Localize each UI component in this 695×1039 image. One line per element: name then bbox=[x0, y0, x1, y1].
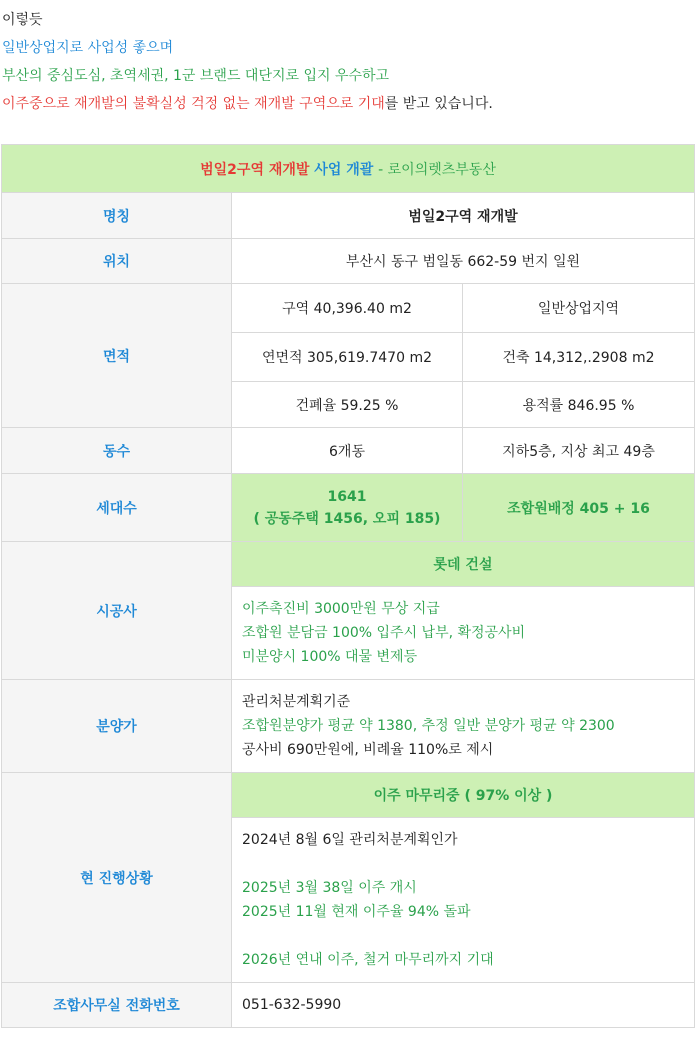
table-row bbox=[2, 680, 695, 773]
contractor-term-1: 이주촉진비 3000만원 무상 지급 bbox=[242, 601, 440, 617]
table-title bbox=[2, 145, 695, 193]
table-row bbox=[2, 542, 695, 587]
contractor-term-2: 조합원 분담금 100% 입주시 납부, 확정공사비 bbox=[242, 625, 526, 641]
contractor-term-3: 미분양시 100% 대물 변제등 bbox=[242, 649, 418, 665]
table-row bbox=[2, 983, 695, 1028]
price-label: 분양가 bbox=[2, 680, 232, 773]
status-spacer-1 bbox=[242, 852, 693, 876]
table-header-row bbox=[2, 145, 695, 193]
phone-label: 조합사무실 전화번호 bbox=[2, 983, 232, 1028]
status-header-value: 이주 마무리중 ( 97% 이상 ) bbox=[232, 773, 695, 818]
price-line-3: 공사비 690만원에, 비례율 110%로 제시 bbox=[242, 742, 494, 758]
zone-type-value: 일반상업지역 bbox=[463, 284, 695, 333]
status-label: 현 진행상황 bbox=[2, 773, 232, 983]
status-line-2: 2025년 3월 38일 이주 개시 bbox=[242, 880, 417, 896]
price-details-cell bbox=[232, 680, 695, 773]
households-label: 세대수 bbox=[2, 474, 232, 542]
coverage-value: 건폐율 59.25 % bbox=[232, 382, 463, 428]
table-row bbox=[2, 428, 695, 474]
status-line-1: 2024년 8월 6일 관리처분계획인가 bbox=[242, 832, 458, 848]
households-total-cell bbox=[232, 474, 463, 542]
status-spacer-2 bbox=[242, 924, 693, 948]
building-area-value: 건축 14,312,.2908 m2 bbox=[463, 333, 695, 382]
intro-line-3: 부산의 중심도심, 초역세권, 1군 브랜드 대단지로 입지 우수하고 bbox=[2, 68, 390, 84]
location-value: 부산시 동구 범일동 662-59 번지 일원 bbox=[232, 239, 695, 284]
intro-text bbox=[0, 0, 695, 118]
contractor-label: 시공사 bbox=[2, 542, 232, 680]
contractor-name-value: 롯데 건설 bbox=[232, 542, 695, 587]
price-line-1: 관리처분계획기준 bbox=[242, 694, 351, 710]
contractor-terms-cell bbox=[232, 587, 695, 680]
table-title-project: 범일2구역 재개발 bbox=[200, 161, 310, 178]
intro-line-4 bbox=[2, 90, 693, 118]
status-line-3: 2025년 11월 현재 이주율 94% 돌파 bbox=[242, 904, 471, 920]
phone-value: 051-632-5990 bbox=[232, 983, 695, 1028]
intro-line-1: 이렇듯 bbox=[2, 12, 43, 28]
table-row bbox=[2, 239, 695, 284]
households-breakdown-value: ( 공동주택 1456, 오피 185) bbox=[253, 510, 441, 527]
intro-line-2: 일반상업지로 사업성 좋으며 bbox=[2, 40, 174, 56]
status-line-4: 2026년 연내 이주, 철거 마무리까지 기대 bbox=[242, 952, 494, 968]
zone-area-value: 구역 40,396.40 m2 bbox=[232, 284, 463, 333]
name-label: 명칭 bbox=[2, 193, 232, 239]
far-value: 용적률 846.95 % bbox=[463, 382, 695, 428]
buildings-label: 동수 bbox=[2, 428, 232, 474]
table-row bbox=[2, 284, 695, 333]
name-value: 범일2구역 재개발 bbox=[232, 193, 695, 239]
table-row bbox=[2, 193, 695, 239]
table-title-overview: 사업 개괄 bbox=[314, 161, 374, 178]
table-row bbox=[2, 773, 695, 818]
project-overview-table bbox=[1, 144, 695, 1028]
price-line-2: 조합원분양가 평균 약 1380, 추정 일반 분양가 평균 약 2300 bbox=[242, 718, 615, 734]
buildings-floors-value: 지하5층, 지상 최고 49층 bbox=[463, 428, 695, 474]
floor-area-value: 연면적 305,619.7470 m2 bbox=[232, 333, 463, 382]
table-title-source: - 로이의렛츠부동산 bbox=[378, 161, 496, 178]
intro-line-4-rest: 를 받고 있습니다. bbox=[384, 96, 493, 112]
households-members-value: 조합원배정 405 + 16 bbox=[463, 474, 695, 542]
status-details-cell bbox=[232, 818, 695, 983]
intro-line-4-highlight: 이주중으로 재개발의 불확실성 걱정 없는 재개발 구역으로 기대 bbox=[2, 96, 385, 112]
buildings-count-value: 6개동 bbox=[232, 428, 463, 474]
table-row bbox=[2, 474, 695, 542]
households-total-value: 1641 bbox=[327, 488, 367, 505]
area-label: 면적 bbox=[2, 284, 232, 428]
location-label: 위치 bbox=[2, 239, 232, 284]
